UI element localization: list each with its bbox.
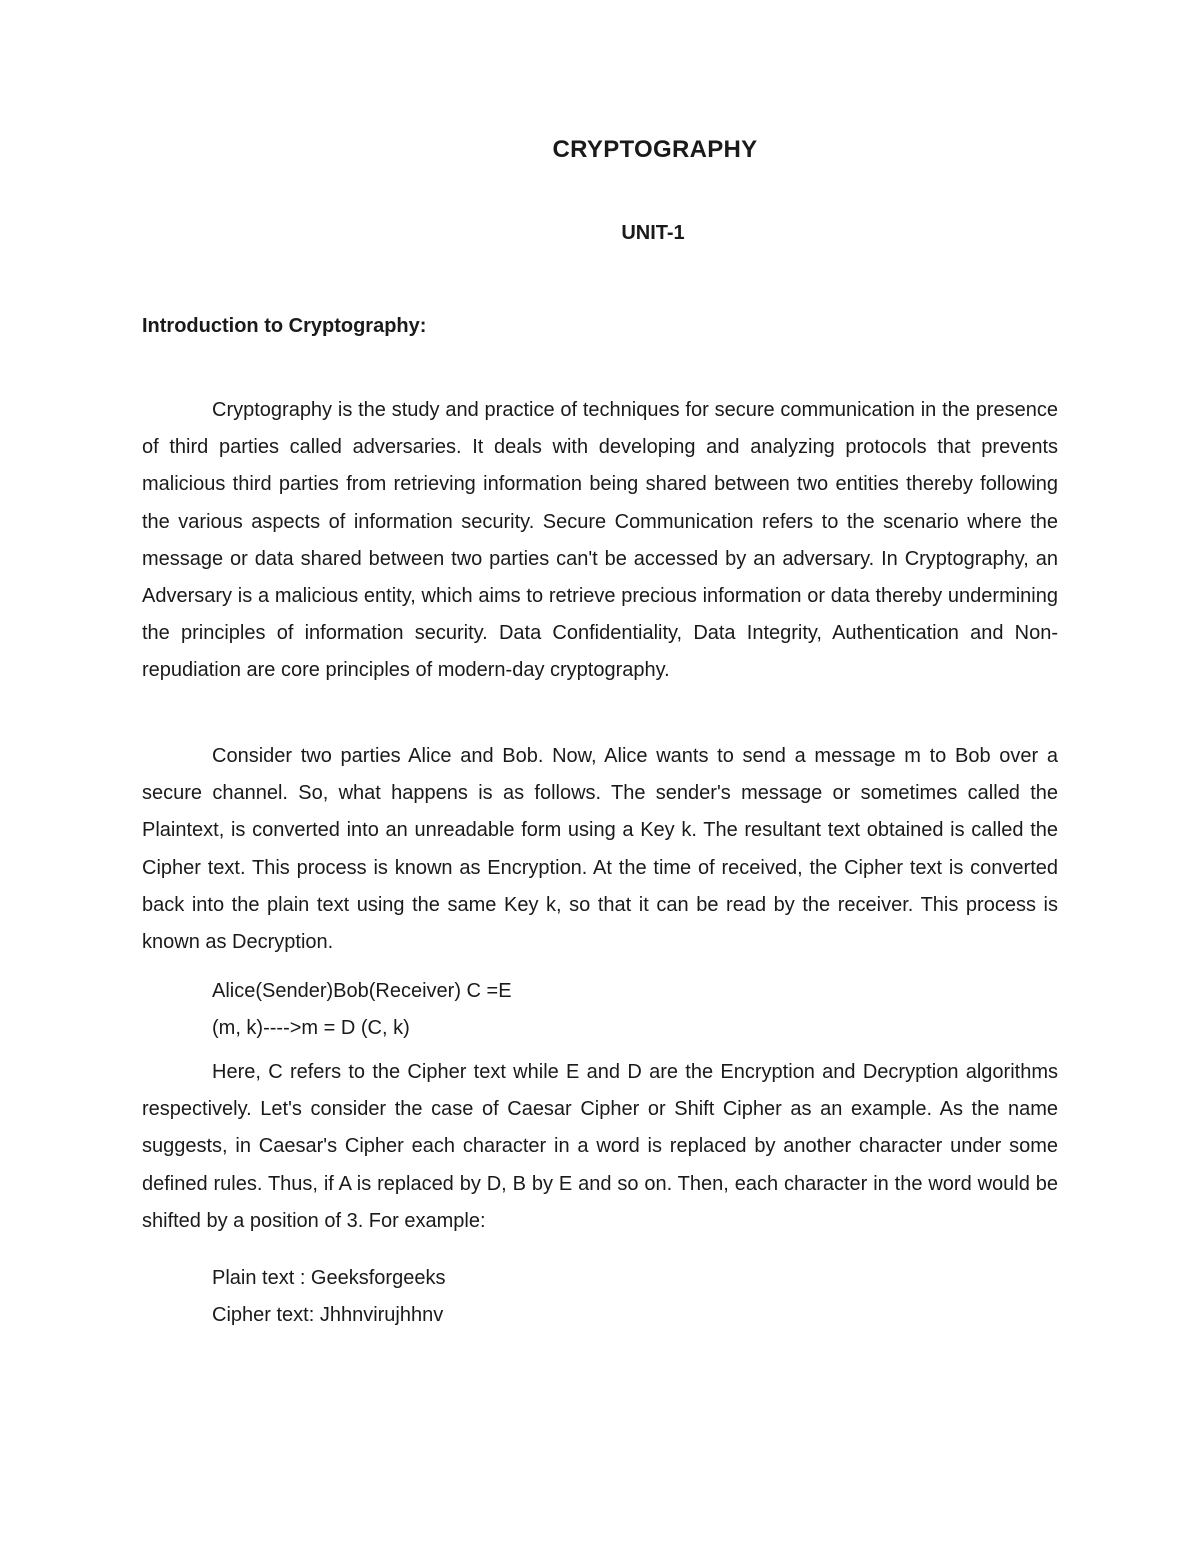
example-plain-text: Plain text : Geeksforgeeks [212,1267,446,1289]
formula-line-encryption: Alice(Sender)Bob(Receiver) C =E [212,980,512,1002]
example-cipher-text: Cipher text: Jhhnvirujhhnv [212,1304,444,1326]
paragraph-caesar-cipher: Here, C refers to the Cipher text while E and D are the Encryption and Decryption algorithms respectively. Let's consider the case of Caesar Cipher or Shift Cipher as an example. As the name suggests, in Caesar's Cipher each character in a word is replaced by another character under some defined rules. Thus, if A is replaced by D, B by E and so on. Then, each character in the word would be shifted by a position of 3. For example: [142,1061,1058,1232]
paragraph-intro: Cryptography is the study and practice of techniques for secure communication in the presence of third parties called adversaries. It deals with developing and analyzing protocols that prevents malicious third parties from retrieving information being shared between two entities thereby following the various aspects of information security. Secure Communication refers to the scenario where the message or data shared between two parties can't be accessed by an adversary. In Cryptography, an Adversary is a malicious entity, which aims to retrieve precious information or data thereby undermining the principles of information security. Data Confidentiality, Data Integrity, Authentication and Non-repudiation are core principles of modern-day cryptography. [142,399,1058,682]
section-heading: Introduction to Cryptography: [142,315,427,337]
unit-label: UNIT-1 [621,222,685,244]
paragraph-alice-bob: Consider two parties Alice and Bob. Now, Alice wants to send a message m to Bob over a secure channel. So, what happens is as follows. The sender's message or sometimes called the Plaintext, is converted into an unreadable form using a Key k. The resultant text obtained is called the Cipher text. This process is known as Encryption. At the time of received, the Cipher text is converted back into the plain text using the same Key k, so that it can be read by the receiver. This process is known as Decryption. [142,745,1058,954]
formula-line-decryption: (m, k)---->m = D (C, k) [212,1017,410,1039]
document-title: CRYPTOGRAPHY [552,136,758,163]
